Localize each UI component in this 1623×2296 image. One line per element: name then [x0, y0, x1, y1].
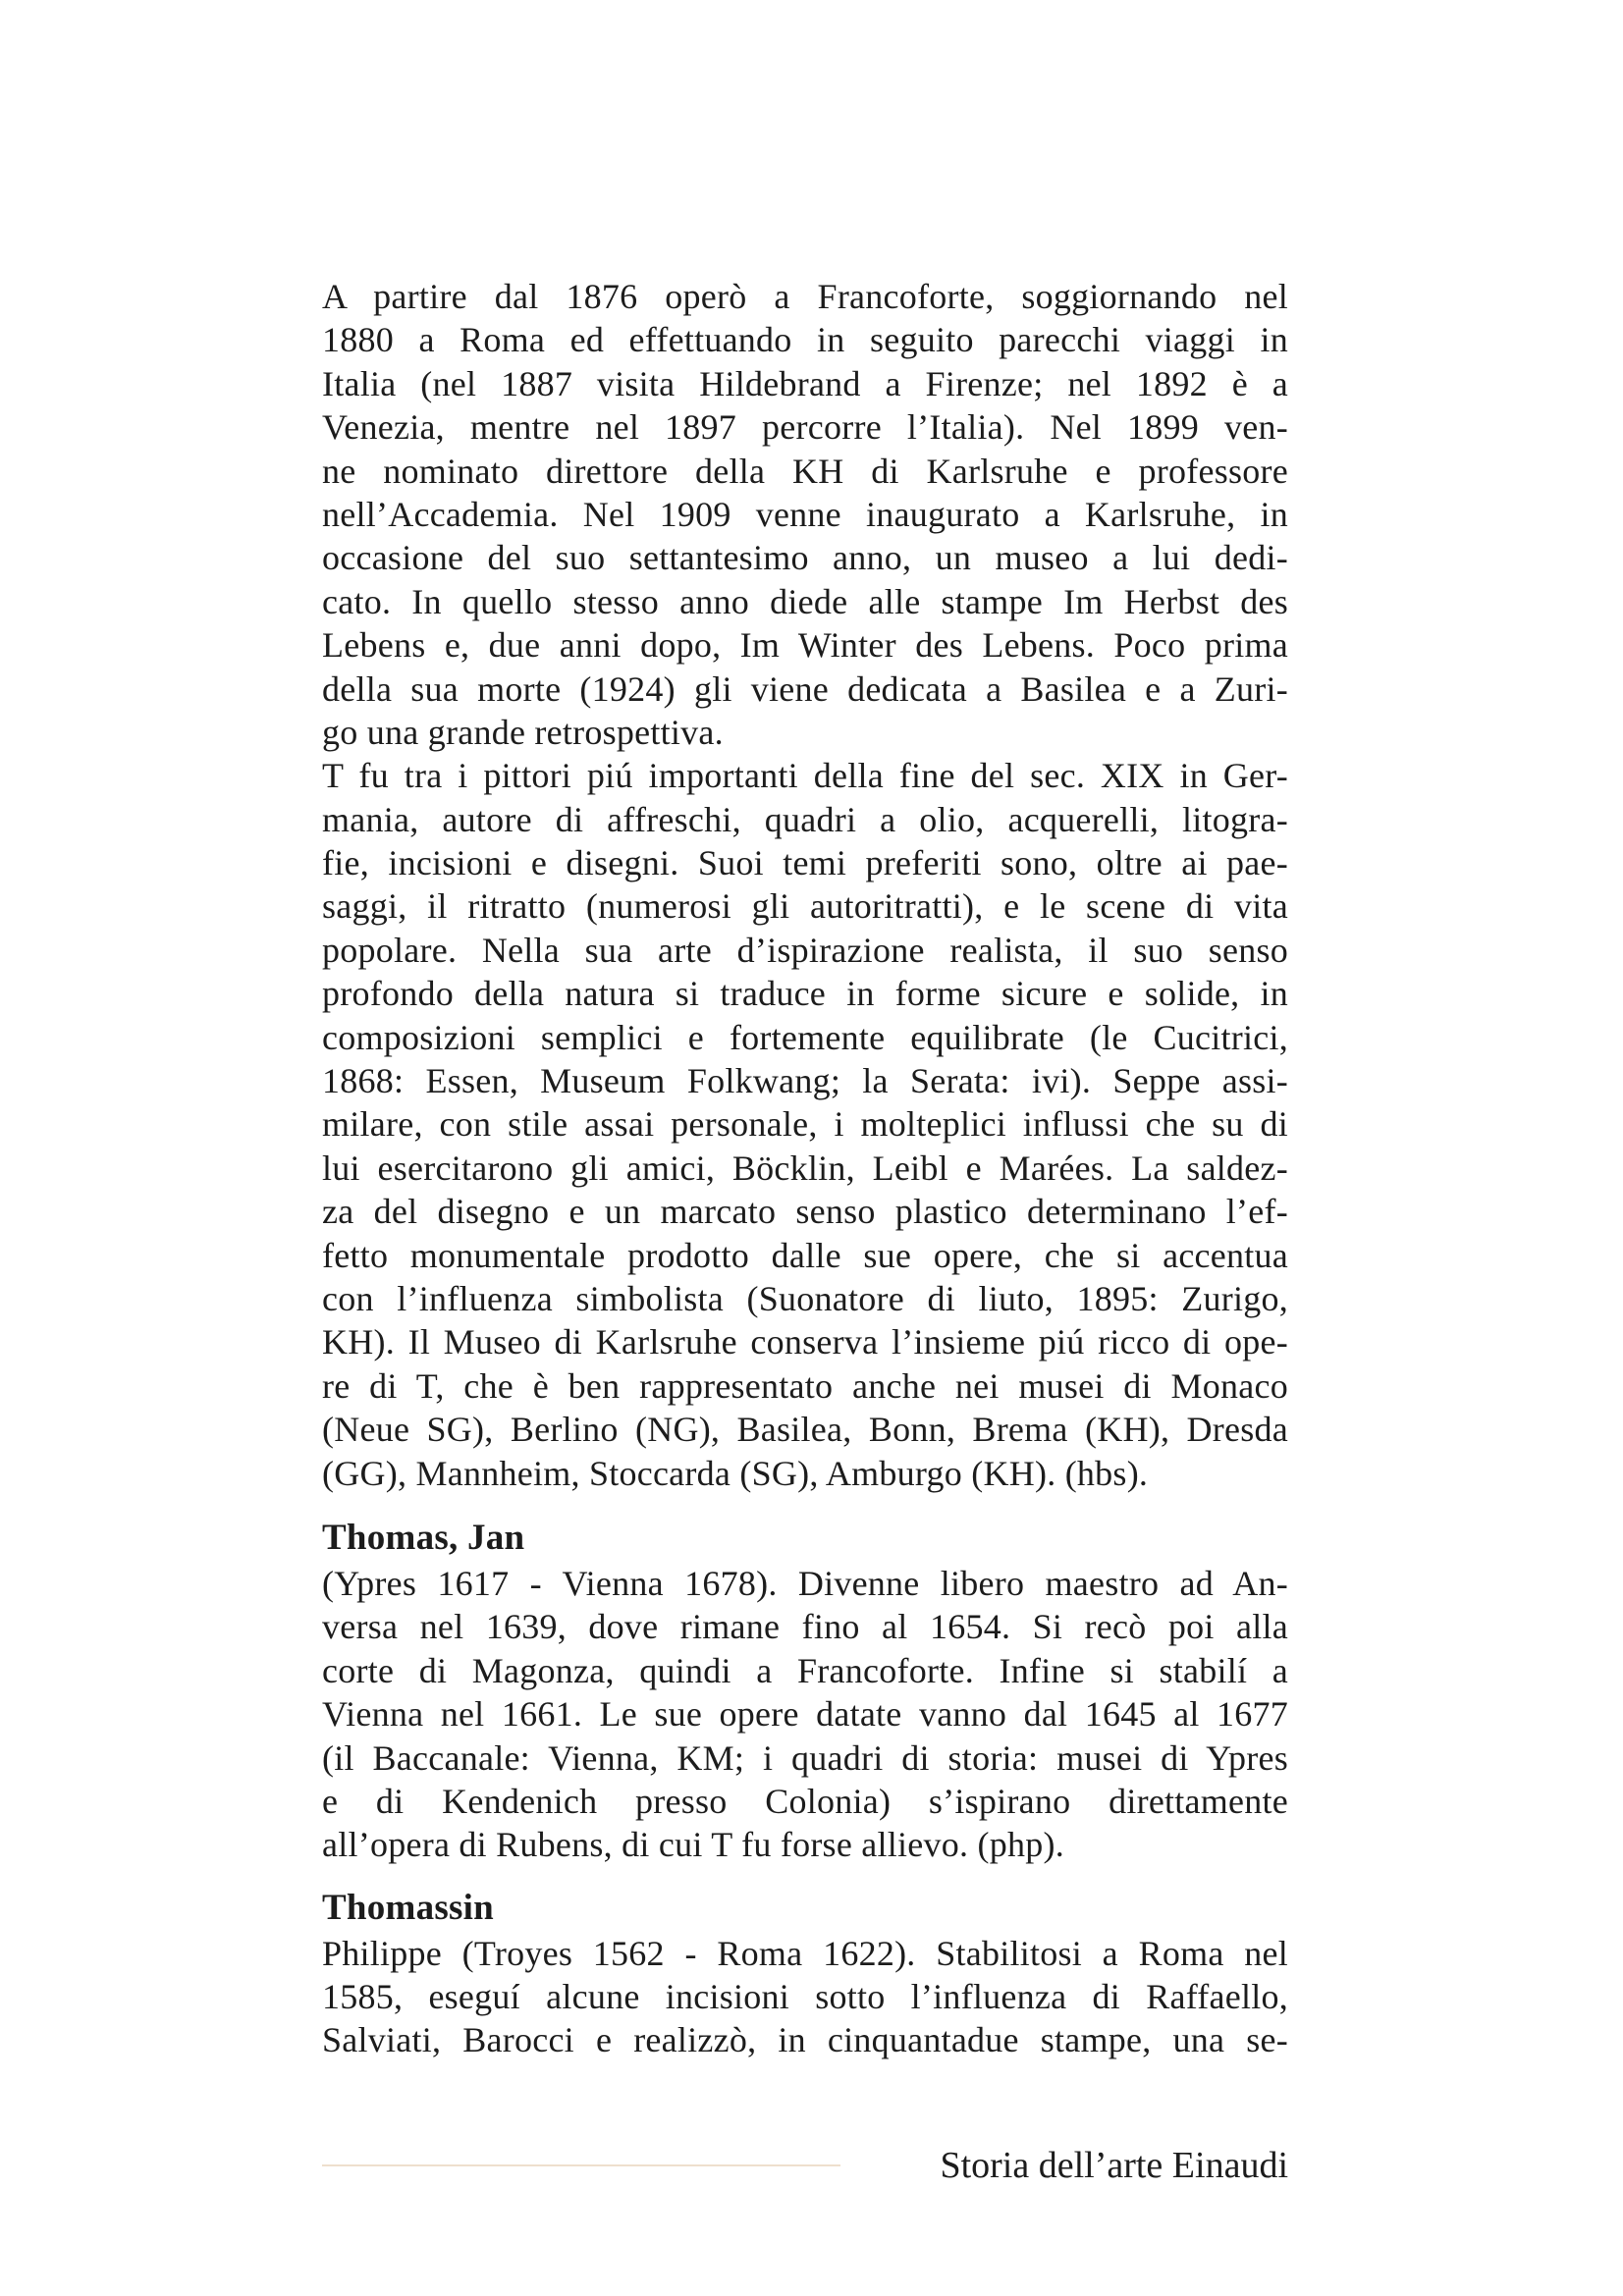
text-line: Venezia, mentre nel 1897 percorre l’Italia). Nel 1899 ven- — [322, 407, 1288, 448]
paragraph-1 — [322, 275, 1288, 754]
text-line: e di Kendenich presso Colonia) s’ispirano direttamente — [322, 1781, 1288, 1821]
footer-publisher: Storia dell’arte Einaudi — [940, 2145, 1288, 2186]
text-line: fetto monumentale prodotto dalle sue opere, che si accentua — [322, 1235, 1288, 1275]
text-line: (GG), Mannheim, Stoccarda (SG), Amburgo (KH). (hbs). — [322, 1453, 1149, 1493]
entry-thomassin — [322, 1887, 1288, 2062]
text-line: fie, incisioni e disegni. Suoi temi preferiti sono, oltre ai pae- — [322, 843, 1288, 883]
text-line: 1880 a Roma ed effettuando in seguito parecchi viaggi in — [322, 320, 1288, 360]
text-line: T fu tra i pittori piú importanti della fine del sec. XIX in Ger- — [322, 756, 1288, 796]
text-line: (il Baccanale: Vienna, KM; i quadri di storia: musei di Ypres — [322, 1737, 1288, 1778]
text-line: Vienna nel 1661. Le sue opere datate vanno dal 1645 al 1677 — [322, 1694, 1288, 1735]
text-line: go una grande retrospettiva. — [322, 712, 724, 752]
text-line: versa nel 1639, dove rimane fino al 1654. Si recò poi alla — [322, 1607, 1288, 1647]
text-line: (Neue SG), Berlino (NG), Basilea, Bonn, Brema (KH), Dresda — [322, 1410, 1288, 1450]
entry-thomas-jan — [322, 1517, 1288, 1867]
text-line: Italia (nel 1887 visita Hildebrand a Firenze; nel 1892 è a — [322, 363, 1288, 403]
text-line: profondo della natura si traduce in forme sicure e solide, in — [322, 974, 1288, 1014]
text-line: 1585, eseguí alcune incisioni sotto l’influenza di Raffaello, — [322, 1977, 1288, 2017]
text-line: popolare. Nella sua arte d’ispirazione realista, il suo senso — [322, 930, 1288, 970]
text-line: Lebens e, due anni dopo, Im Winter des Lebens. Poco prima — [322, 625, 1288, 666]
text-line: corte di Magonza, quindi a Francoforte. Infine si stabilí a — [322, 1650, 1288, 1690]
text-column — [322, 275, 1288, 2062]
text-line: saggi, il ritratto (numerosi gli autoritratti), e le scene di vita — [322, 886, 1288, 927]
text-line: con l’influenza simbolista (Suonatore di liuto, 1895: Zurigo, — [322, 1278, 1288, 1318]
entry-heading: Thomassin — [322, 1887, 494, 1928]
text-line: cato. In quello stesso anno diede alle stampe Im Herbst des — [322, 581, 1288, 621]
text-line: della sua morte (1924) gli viene dedicata a Basilea e a Zuri- — [322, 668, 1288, 709]
text-line: Philippe (Troyes 1562 - Roma 1622). Stabilitosi a Roma nel — [322, 1933, 1288, 1973]
text-line: nell’Accademia. Nel 1909 venne inaugurato a Karlsruhe, in — [322, 494, 1288, 534]
text-line: Salviati, Barocci e realizzò, in cinquantadue stampe, una se- — [322, 2020, 1288, 2060]
text-line: mania, autore di affreschi, quadri a olio, acquerelli, litogra- — [322, 799, 1288, 839]
text-line: A partire dal 1876 operò a Francoforte, soggiornando nel — [322, 277, 1288, 316]
paragraph-2 — [322, 754, 1288, 1495]
text-line: (Ypres 1617 - Vienna 1678). Divenne libero maestro ad An- — [322, 1563, 1288, 1603]
text-line: re di T, che è ben rappresentato anche nei musei di Monaco — [322, 1365, 1288, 1406]
text-line: occasione del suo settantesimo anno, un museo a lui dedi- — [322, 538, 1288, 578]
text-line: lui esercitarono gli amici, Böcklin, Leibl e Marées. La saldez- — [322, 1148, 1288, 1188]
text-line: KH). Il Museo di Karlsruhe conserva l’insieme piú ricco di ope- — [322, 1322, 1288, 1362]
entry-heading: Thomas, Jan — [322, 1517, 525, 1558]
text-line: 1868: Essen, Museum Folkwang; la Serata: ivi). Seppe assi- — [322, 1061, 1288, 1101]
text-line: all’opera di Rubens, di cui T fu forse allievo. (php). — [322, 1825, 1064, 1865]
text-line: za del disegno e un marcato senso plastico determinano l’ef- — [322, 1192, 1288, 1232]
text-line: ne nominato direttore della KH di Karlsruhe e professore — [322, 451, 1288, 491]
footer-rule — [322, 2164, 840, 2166]
text-line: milare, con stile assai personale, i molteplici influssi che su di — [322, 1104, 1288, 1145]
text-line: composizioni semplici e fortemente equilibrate (le Cucitrici, — [322, 1017, 1288, 1057]
